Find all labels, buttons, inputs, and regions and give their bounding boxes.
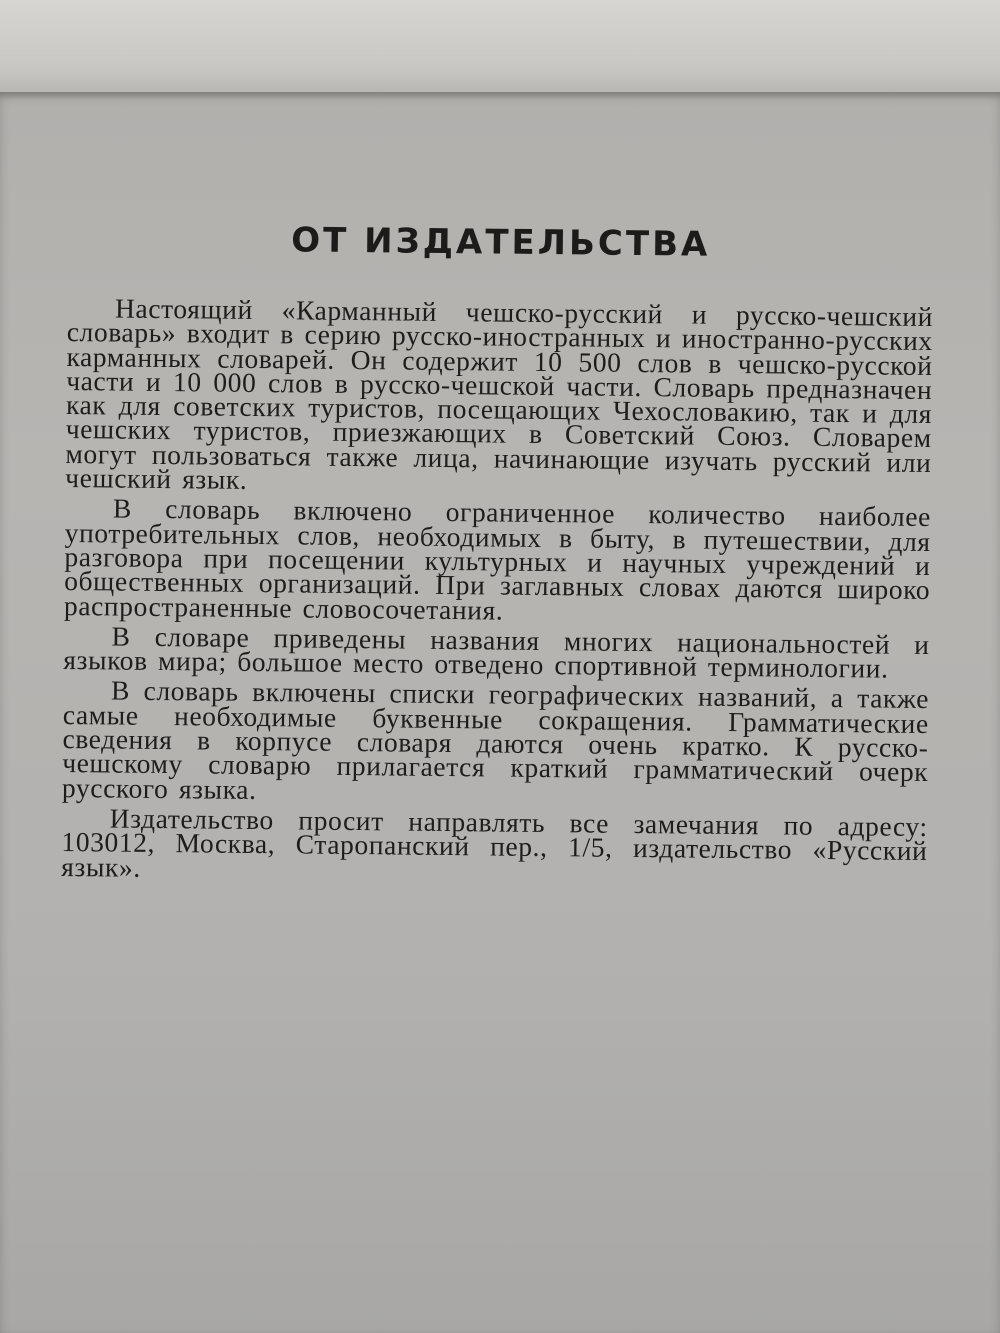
page-text-block: [61, 218, 934, 888]
page-heading: ОТ ИЗДАТЕЛЬСТВА: [291, 220, 711, 265]
paragraph-nationalities: В словаре приведены названия многих национальностей и языков мира; большое место отведено спортивной терминологии.: [63, 620, 930, 684]
paragraph-geography: В словарь включены списки географических названий, а также самые необходимые буквенные сокращения. Грамматические сведения в корпусе словаря даются очень кратко. К русско-чешскому словарю прилагается краткий грамматический очерк русского языка.: [61, 674, 930, 805]
paragraph-address: Издательство просит направлять все замечания по адресу: 103012, Москва, Старопанский пер., 1/5, издательство «Русский язык».: [61, 802, 928, 883]
paragraph-intro: Настоящий «Карманный чешско-русский и русско-чешский словарь» входит в серию русско-иностранных и иностранно-русских карманных словарей. Он содержит 10 500 слов в чешско-русской части и 10 000 слов в русско-чешской части. Словарь предназначен как для советских туристов, посещающих Чехословакию, так и для чешских туристов, приезжающих в Советский Союз. Словарем могут пользоваться также лица, начинающие изучать русский или чешский язык.: [65, 292, 934, 495]
paragraph-vocabulary: В словарь включено ограниченное количество наиболее употребительных слов, необходимых в быту, в путешествии, для разговора при посещении культурных и научных учреждений и общественных организаций. При заглавных словах даются широко распространенные словосочетания.: [63, 492, 932, 626]
